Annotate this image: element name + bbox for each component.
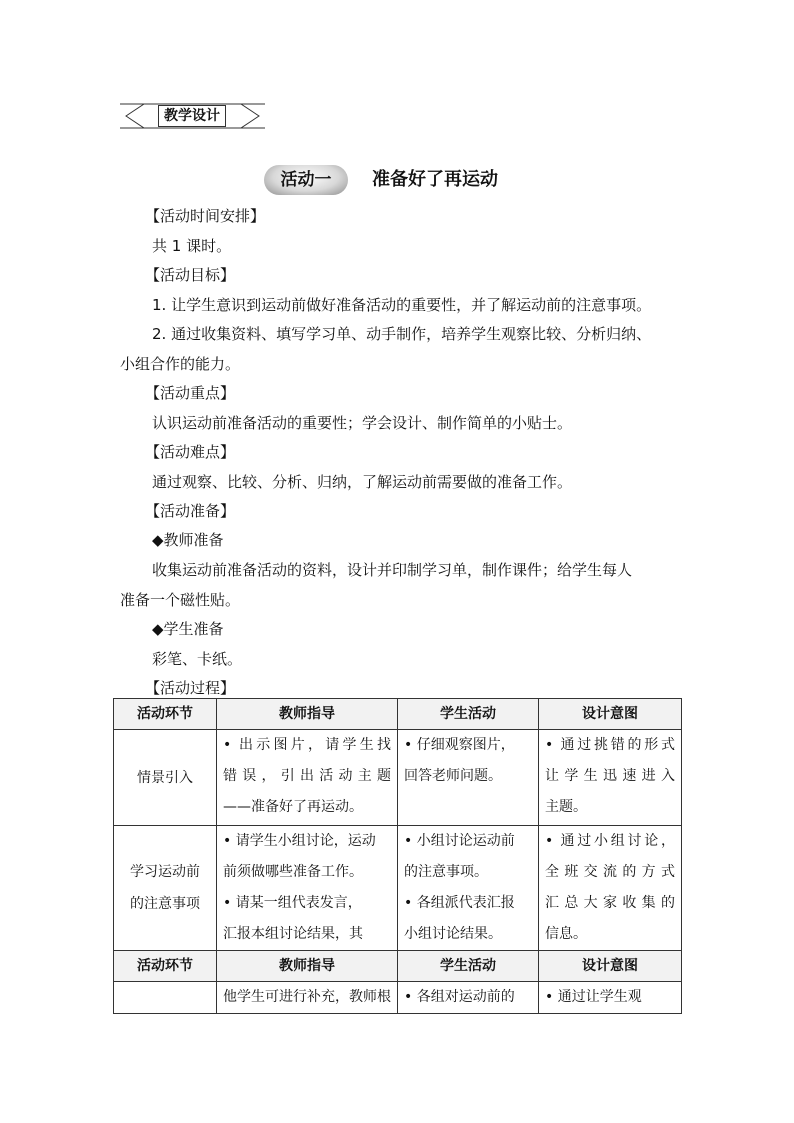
stage-label: 的注意事项 bbox=[130, 896, 200, 912]
difficulty-text: 通过观察、比较、分析、归纳，了解运动前需要做的准备工作。 bbox=[152, 473, 573, 491]
teacher-prep-text: 收集运动前准备活动的资料，设计并印制学习单，制作课件；给学生每人 bbox=[152, 561, 633, 579]
intent-cell bbox=[539, 826, 682, 951]
teacher-line: • 出示图片，请学生找 bbox=[223, 737, 391, 753]
intent-line: • 通过挑错的形式 bbox=[545, 737, 675, 753]
goal-item-1: 1. 让学生意识到运动前做好准备活动的重要性，并了解运动前的注意事项。 bbox=[152, 296, 652, 314]
stage-label: 情景引入 bbox=[137, 769, 193, 786]
teacher-prep-text-cont: 准备一个磁性贴。 bbox=[120, 591, 241, 609]
section-banner bbox=[120, 103, 265, 130]
teacher-line: • 请某一组代表发言， bbox=[223, 895, 362, 911]
header-stage: 活动环节 bbox=[114, 699, 217, 730]
header-student-activity: 学生活动 bbox=[398, 951, 539, 982]
teacher-line: 汇报本组讨论结果，其 bbox=[223, 926, 363, 942]
goal-heading: 【活动目标】 bbox=[145, 266, 236, 284]
header-teacher-guidance: 教师指导 bbox=[217, 699, 398, 730]
stage-cell bbox=[114, 826, 217, 951]
intent-line: • 通过小组讨论， bbox=[545, 833, 675, 849]
header-design-intent: 设计意图 bbox=[539, 699, 682, 730]
table-row bbox=[114, 982, 682, 1014]
time-heading: 【活动时间安排】 bbox=[145, 207, 266, 225]
banner-label: 教学设计 bbox=[158, 105, 226, 127]
table-row bbox=[114, 826, 682, 951]
student-line: • 各组派代表汇报 bbox=[404, 895, 515, 911]
intent-cell: • 通过让学生观 bbox=[539, 982, 682, 1014]
teacher-cell bbox=[217, 826, 398, 951]
intent-line: 汇总大家收集的 bbox=[545, 895, 675, 911]
difficulty-heading: 【活动难点】 bbox=[145, 443, 236, 461]
activity-number: 活动一 bbox=[280, 170, 332, 190]
focus-text: 认识运动前准备活动的重要性；学会设计、制作简单的小贴士。 bbox=[152, 414, 573, 432]
time-text: 共 1 课时。 bbox=[152, 237, 232, 255]
table-header-row-repeat bbox=[114, 951, 682, 982]
student-line: 的注意事项。 bbox=[404, 864, 488, 880]
student-cell: • 各组对运动前的 bbox=[398, 982, 539, 1014]
intent-cell bbox=[539, 730, 682, 826]
prep-heading: 【活动准备】 bbox=[145, 502, 236, 520]
process-heading: 【活动过程】 bbox=[145, 679, 236, 697]
activity-title bbox=[264, 165, 564, 195]
student-prep-text: 彩笔、卡纸。 bbox=[152, 650, 243, 668]
focus-heading: 【活动重点】 bbox=[145, 384, 236, 402]
teacher-cell bbox=[217, 730, 398, 826]
teacher-cell: 他学生可进行补充，教师根 bbox=[217, 982, 398, 1014]
activity-name: 准备好了再运动 bbox=[372, 169, 498, 190]
goal-item-2: 2. 通过收集资料、填写学习单、动手制作，培养学生观察比较、分析归纳、 bbox=[152, 325, 652, 343]
table-row bbox=[114, 730, 682, 826]
teacher-line: 错误，引出活动主题 bbox=[223, 768, 391, 784]
stage-label: 学习运动前 bbox=[130, 864, 200, 880]
table-header-row bbox=[114, 699, 682, 730]
header-stage: 活动环节 bbox=[114, 951, 217, 982]
header-teacher-guidance: 教师指导 bbox=[217, 951, 398, 982]
student-line: • 小组讨论运动前 bbox=[404, 833, 515, 849]
stage-cell bbox=[114, 730, 217, 826]
header-design-intent: 设计意图 bbox=[539, 951, 682, 982]
student-line: • 仔细观察图片， bbox=[404, 737, 515, 753]
stage-cell bbox=[114, 982, 217, 1014]
activity-process-table bbox=[113, 698, 682, 1014]
intent-line: 全班交流的方式 bbox=[545, 864, 675, 880]
intent-line: 信息。 bbox=[545, 926, 587, 942]
teacher-line: ——准备好了再运动。 bbox=[223, 799, 363, 815]
student-line: 回答老师问题。 bbox=[404, 768, 502, 784]
intent-line: 让学生迅速进入 bbox=[545, 768, 675, 784]
teacher-line: 前须做哪些准备工作。 bbox=[223, 864, 363, 880]
student-prep-label: ◆学生准备 bbox=[152, 620, 224, 638]
intent-line: 主题。 bbox=[545, 799, 587, 815]
student-line: 小组讨论结果。 bbox=[404, 926, 502, 942]
header-student-activity: 学生活动 bbox=[398, 699, 539, 730]
teacher-prep-label: ◆教师准备 bbox=[152, 531, 224, 549]
teacher-line: • 请学生小组讨论，运动 bbox=[223, 833, 376, 849]
goal-item-2-cont: 小组合作的能力。 bbox=[120, 355, 241, 373]
student-cell bbox=[398, 730, 539, 826]
student-cell bbox=[398, 826, 539, 951]
